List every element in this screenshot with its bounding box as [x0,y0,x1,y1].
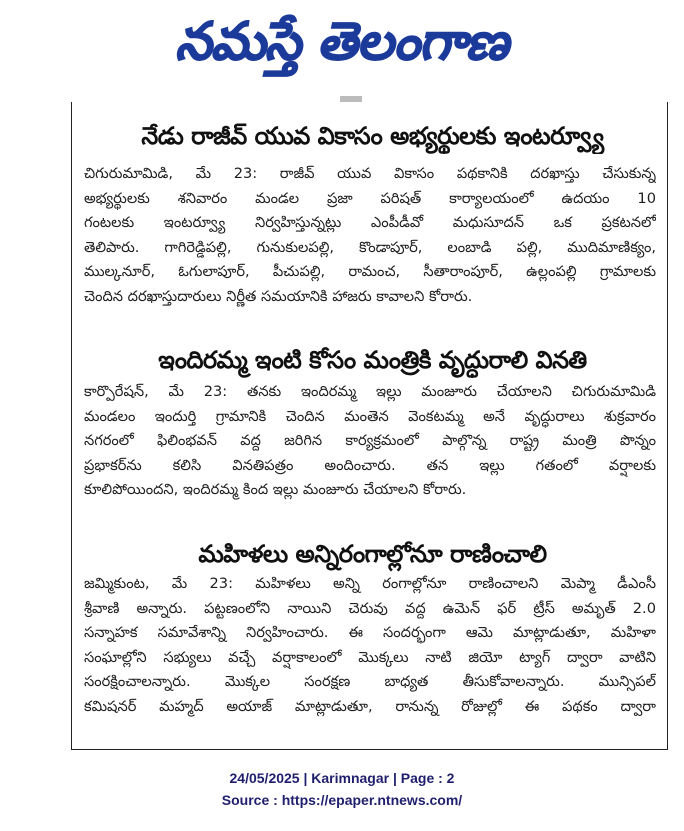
article-1-line: చెందిన దరఖాస్తుదారులు నిర్ణీత సమయానికి హాజరు కావాలని కోరారు. [84,287,473,305]
article-3-line: కమిషనర్ మహ్మద్ అయాజ్ మాట్లాడుతూ, రానున్న రోజుల్లో ఈ పథకం ద్వారా [84,697,656,715]
article-1-line: గంటలకు ఇంటర్వ్యూ నిర్వహిస్తున్నట్లు ఎంపీడీవో మధుసూదన్ ఒక ప్రకటనలో [84,214,656,232]
article-3-line: సంఘాల్లోని సభ్యులు వచ్చే వర్షాకాలంలో మొక్కలు నాటి జియో ట్యాగ్ ద్వారా వాటిని [84,648,656,666]
article-1-line: అభ్యర్థులకు శనివారం మండల ప్రజా పరిషత్ కార్యాలయంలో ఉదయం 10 [84,189,656,207]
article-3-headline: మహిళలు అన్నిరంగాల్లోనూ రాణించాలి [198,540,547,568]
masthead-logo-text: నమస్తే తెలంగాణ [172,12,518,72]
footer-source: Source : https://epaper.ntnews.com/ [221,792,463,808]
footer-date-edition: 24/05/2025 | Karimnagar | Page : 2 [229,770,455,786]
article-2-headline: ఇందిరమ్మ ఇంటి కోసం మంత్రికి వృద్ధురాలి వినతి [158,346,587,374]
article-3-line: జమ్మికుంట, మే 23: మహిళలు అన్ని రంగాల్లోనూ రాణించాలని మెప్మా డీఎంసీ [84,575,656,592]
article-3-line: శ్రీవాణి అన్నారు. పట్టణంలోని నాయిని చెరువు వద్ద ఉమెన్ ఫర్ ట్రీస్ అమృత్ 2.0 [84,599,656,617]
article-1-headline: నేడు రాజీవ్ యువ వికాసం అభ్యర్థులకు ఇంటర్వ్యూ [141,122,604,150]
torn-text-fragment [340,96,362,102]
article-2-line: ప్రభాకర్‌ను కలిసి వినతిపత్రం అందించారు. తన ఇల్లు గతంలో వర్షాలకు [84,456,656,474]
article-2-body [84,380,656,503]
article-2-line: నగరంలో ఫిలింభవన్ వద్ద జరిగిన కార్యక్రమంలో పాల్గొన్న రాష్ట్ర మంత్రి పొన్నం [84,432,656,450]
article-2-line: కార్పొరేషన్, మే 23: తనకు ఇందిరమ్మ ఇల్లు మంజూరు చేయాలని చిగురుమామిడి [84,383,656,400]
article-3-line: సంరక్షించాలన్నారు. మొక్కల సంరక్షణ బాధ్యత తీసుకోవాలన్నారు. మున్సిపల్ [84,673,656,691]
article-1-line: ముల్కనూర్, ఓగులాపూర్, పీచుపల్లి, రామంచ, సీతారాంపూర్, ఉల్లంపల్లి గ్రామాలకు [84,263,656,281]
article-3-body [84,572,656,720]
masthead-logo [135,6,555,78]
article-1-line: చిగురుమామిడి, మే 23: రాజీవ్ యువ వికాసం పథకానికి దరఖాస్తు చేసుకున్న [84,165,656,182]
article-1-line: తెలిపారు. గాగిరెడ్డిపల్లి, గునుకులపల్లి, కొండాపూర్, లంబాడి పల్లి, ముదిమాణిక్యం, [84,238,656,256]
article-3-line: సన్నాహక సమావేశాన్ని నిర్వహించారు. ఈ సందర్భంగా ఆమె మాట్లాడుతూ, మహిళా [84,624,656,642]
article-1-body [84,162,656,310]
article-2-line: కూలిపోయిందని, ఇందిరమ్మ కింద ఇల్లు మంజూరు చేయాలని కోరారు. [84,481,467,499]
article-2-line: మండలం ఇందుర్తి గ్రామానికి చెందిన మంతెన వెంకటమ్మ అనే వృద్ధురాలు శుక్రవారం [84,407,656,425]
